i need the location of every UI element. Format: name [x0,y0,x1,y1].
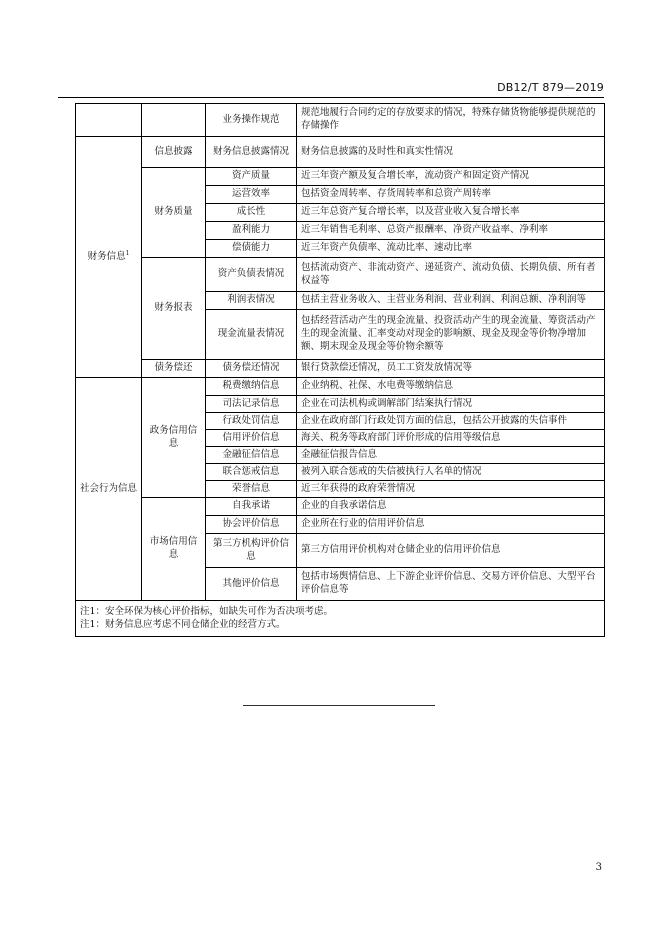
header-divider [58,97,604,98]
indicator-item: 成长性 [206,204,297,222]
indicator-item: 信用评价信息 [206,430,297,447]
indicator-description: 被列入联合惩戒的失信被执行人名单的情况 [297,464,605,481]
indicator-description: 海关、税务等政府部门评价形成的信用等级信息 [297,430,605,447]
indicator-item: 司法记录信息 [206,396,297,413]
subgroup-financial-quality: 财务质量 [142,168,206,258]
indicator-description: 企业所在行业的信用评价信息 [297,516,605,534]
subgroup-disclosure: 信息披露 [142,137,206,168]
indicator-item: 运营效率 [206,186,297,204]
indicator-description: 金融征信报告信息 [297,447,605,464]
indicator-item: 利润表情况 [206,292,297,310]
table-notes-row [76,601,605,637]
indicator-description: 近三年资产额及复合增长率，流动资产和固定资产情况 [297,168,605,186]
indicator-item: 联合惩戒信息 [206,464,297,481]
note-2: 注1：财务信息应考虑不同仓储企业的经营方式。 [80,618,286,630]
indicator-item: 第三方机构评价信息 [206,534,297,568]
table-row [76,498,605,516]
indicator-description: 近三年销售毛利率、总资产报酬率、净资产收益率、净利率 [297,222,605,240]
subgroup-debt-repayment: 债务偿还 [142,360,206,378]
indicator-item: 盈利能力 [206,222,297,240]
subgroup-financial-reports: 财务报表 [142,258,206,360]
table-notes [76,601,605,637]
indicator-item: 荣誉信息 [206,481,297,498]
table-row [76,258,605,292]
indicator-item: 行政处罚信息 [206,413,297,430]
indicator-item: 自我承诺 [206,498,297,516]
indicator-item: 债务偿还情况 [206,360,297,378]
indicator-item: 现金流量表情况 [206,310,297,360]
indicator-item: 资产负债表情况 [206,258,297,292]
document-code: DB12/T 879—2019 [497,81,604,94]
table-row [76,137,605,168]
indicator-description: 包括经营活动产生的现金流量、投资活动产生的现金流量、筹资活动产生的现金流量、汇率变动对现金的影响额、现金及现金等价物净增加额、期末现金及现金等价物余额等 [297,310,605,360]
indicator-description: 银行贷款偿还情况，员工工资发放情况等 [297,360,605,378]
page-number: 3 [595,862,602,873]
indicator-item: 偿债能力 [206,240,297,258]
table-row [76,378,605,396]
indicator-description: 企业的自我承诺信息 [297,498,605,516]
indicator-item: 资产质量 [206,168,297,186]
indicator-description: 企业纳税、社保、水电费等缴纳信息 [297,378,605,396]
end-of-text-rule [243,705,435,706]
indicator-description: 包括资金周转率、存货周转率和总资产周转率 [297,186,605,204]
indicator-description: 企业在司法机构或调解部门结案执行情况 [297,396,605,413]
indicator-description: 规范地履行合同约定的存放要求的情况，特殊存储货物能够提供规范的存储操作 [297,104,605,137]
indicator-description: 近三年总资产复合增长率，以及营业收入复合增长率 [297,204,605,222]
table-row [76,104,605,137]
subgroup-cell-blank [142,104,206,137]
subgroup-market-credit: 市场信用信息 [142,498,206,601]
note-1: 注1：安全环保为核心评价指标，如缺失可作为否决项考虑。 [80,605,334,617]
indicator-description: 包括主营业务收入、主营业务利润、营业利润、利润总额、净利润等 [297,292,605,310]
indicator-description: 包括流动资产、非流动资产、递延资产、流动负债、长期负债、所有者权益等 [297,258,605,292]
indicator-item: 财务信息披露情况 [206,137,297,168]
table-row [76,360,605,378]
indicator-description: 近三年资产负债率、流动比率、速动比率 [297,240,605,258]
subgroup-government-credit: 政务信用信息 [142,378,206,498]
indicator-item: 协会评价信息 [206,516,297,534]
group-cell-blank [76,104,142,137]
indicator-item: 金融征信信息 [206,447,297,464]
indicator-item: 业务操作规范 [206,104,297,137]
indicator-description: 第三方信用评价机构对仓储企业的信用评价信息 [297,534,605,568]
table-row [76,168,605,186]
indicator-description: 包括市场舆情信息、上下游企业评价信息、交易方评价信息、大型平台评价信息等 [297,568,605,601]
indicator-description: 近三年获得的政府荣誉情况 [297,481,605,498]
indicator-description: 财务信息披露的及时性和真实性情况 [297,137,605,168]
indicator-item: 税费缴纳信息 [206,378,297,396]
evaluation-indicator-table [75,103,605,637]
group-social-behavior-info: 社会行为信息 [76,378,142,601]
indicator-description: 企业在政府部门行政处罚方面的信息，包括公开披露的失信事件 [297,413,605,430]
indicator-item: 其他评价信息 [206,568,297,601]
group-financial-info: 财务信息$^1$ [76,137,142,378]
